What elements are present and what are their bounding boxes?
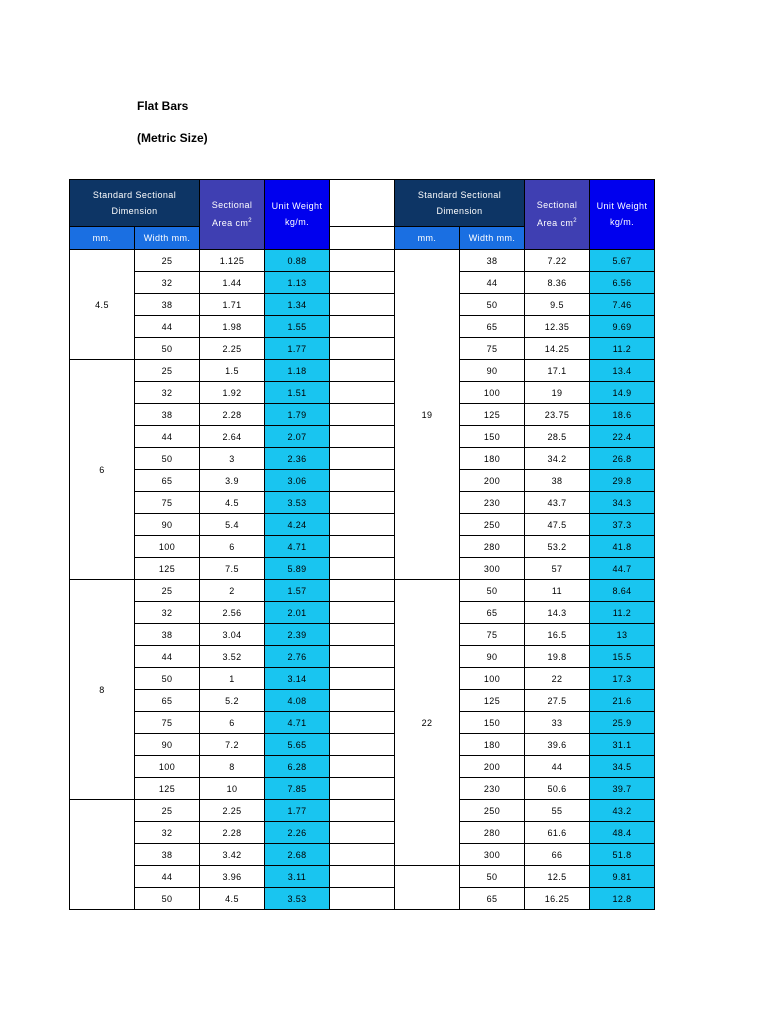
table-row (70, 712, 655, 734)
spacer-cell (330, 294, 395, 316)
spacer-cell (330, 866, 395, 888)
weight-cell: 14.9 (590, 382, 655, 404)
area-cell: 61.6 (525, 822, 590, 844)
table-row (70, 690, 655, 712)
spacer-cell (330, 514, 395, 536)
weight-cell: 4.08 (265, 690, 330, 712)
spacer-cell (330, 426, 395, 448)
weight-cell: 18.6 (590, 404, 655, 426)
spacer-cell (330, 690, 395, 712)
spacer-cell (330, 382, 395, 404)
area-cell: 27.5 (525, 690, 590, 712)
thickness-cell: 19 (395, 250, 460, 580)
thickness-cell (70, 800, 135, 910)
width-cell: 32 (135, 602, 200, 624)
weight-cell: 2.36 (265, 448, 330, 470)
width-cell: 280 (460, 536, 525, 558)
table-row (70, 668, 655, 690)
width-cell: 32 (135, 272, 200, 294)
width-cell: 300 (460, 558, 525, 580)
header-std-dim-left: Standard Sectional Dimension (70, 180, 200, 227)
table-row (70, 580, 655, 602)
weight-cell: 3.06 (265, 470, 330, 492)
weight-cell: 6.56 (590, 272, 655, 294)
weight-cell: 4.71 (265, 536, 330, 558)
area-cell: 7.5 (200, 558, 265, 580)
area-cell: 43.7 (525, 492, 590, 514)
table-row (70, 778, 655, 800)
spacer-cell (330, 448, 395, 470)
width-cell: 25 (135, 250, 200, 272)
thickness-cell: 6 (70, 360, 135, 580)
spacer-cell (330, 734, 395, 756)
area-cell: 1.71 (200, 294, 265, 316)
page-subtitle: (Metric Size) (137, 131, 208, 145)
weight-cell: 1.77 (265, 338, 330, 360)
table-row (70, 448, 655, 470)
spacer-cell (330, 404, 395, 426)
thickness-cell: 4.5 (70, 250, 135, 360)
spacer-cell (330, 624, 395, 646)
weight-cell: 37.3 (590, 514, 655, 536)
table-row (70, 756, 655, 778)
area-cell: 7.22 (525, 250, 590, 272)
header-mm-left: mm. (70, 227, 135, 250)
width-cell: 100 (460, 668, 525, 690)
area-cell: 50.6 (525, 778, 590, 800)
weight-cell: 44.7 (590, 558, 655, 580)
header-spacer (330, 227, 395, 250)
area-cell: 3.42 (200, 844, 265, 866)
width-cell: 75 (460, 624, 525, 646)
weight-cell: 6.28 (265, 756, 330, 778)
width-cell: 44 (135, 426, 200, 448)
header-width-right: Width mm. (460, 227, 525, 250)
width-cell: 32 (135, 382, 200, 404)
weight-cell: 1.79 (265, 404, 330, 426)
area-cell: 34.2 (525, 448, 590, 470)
weight-cell: 1.13 (265, 272, 330, 294)
spacer-cell (330, 316, 395, 338)
weight-cell: 41.8 (590, 536, 655, 558)
width-cell: 44 (135, 866, 200, 888)
area-cell: 66 (525, 844, 590, 866)
weight-cell: 1.55 (265, 316, 330, 338)
width-cell: 50 (460, 294, 525, 316)
table-row (70, 316, 655, 338)
width-cell: 150 (460, 426, 525, 448)
spacer-cell (330, 492, 395, 514)
width-cell: 150 (460, 712, 525, 734)
weight-cell: 5.67 (590, 250, 655, 272)
area-cell: 3.96 (200, 866, 265, 888)
area-cell: 10 (200, 778, 265, 800)
table-row (70, 294, 655, 316)
header-weight-right: Unit Weight kg/m. (590, 180, 655, 250)
table-row (70, 646, 655, 668)
width-cell: 75 (135, 492, 200, 514)
width-cell: 90 (460, 360, 525, 382)
width-cell: 44 (135, 316, 200, 338)
area-cell: 4.5 (200, 492, 265, 514)
table-row (70, 426, 655, 448)
spacer-cell (330, 250, 395, 272)
area-cell: 14.25 (525, 338, 590, 360)
weight-cell: 9.69 (590, 316, 655, 338)
weight-cell: 29.8 (590, 470, 655, 492)
area-cell: 1.125 (200, 250, 265, 272)
weight-cell: 3.14 (265, 668, 330, 690)
area-cell: 57 (525, 558, 590, 580)
width-cell: 32 (135, 822, 200, 844)
spacer-cell (330, 844, 395, 866)
area-cell: 5.4 (200, 514, 265, 536)
weight-cell: 39.7 (590, 778, 655, 800)
width-cell: 38 (135, 294, 200, 316)
width-cell: 125 (460, 690, 525, 712)
table-row (70, 734, 655, 756)
width-cell: 65 (460, 888, 525, 910)
spacer-cell (330, 668, 395, 690)
weight-cell: 51.8 (590, 844, 655, 866)
table-row (70, 514, 655, 536)
table-row (70, 866, 655, 888)
weight-cell: 9.81 (590, 866, 655, 888)
area-cell: 1.98 (200, 316, 265, 338)
page-title: Flat Bars (137, 99, 189, 113)
spacer-cell (330, 602, 395, 624)
header-mm-right: mm. (395, 227, 460, 250)
weight-cell: 5.89 (265, 558, 330, 580)
area-cell: 8 (200, 756, 265, 778)
table-row (70, 888, 655, 910)
weight-cell: 25.9 (590, 712, 655, 734)
weight-cell: 17.3 (590, 668, 655, 690)
area-cell: 4.5 (200, 888, 265, 910)
area-cell: 2.28 (200, 822, 265, 844)
spacer-cell (330, 800, 395, 822)
width-cell: 100 (135, 756, 200, 778)
weight-cell: 26.8 (590, 448, 655, 470)
area-cell: 2.64 (200, 426, 265, 448)
table-row (70, 272, 655, 294)
weight-cell: 11.2 (590, 602, 655, 624)
table-row (70, 492, 655, 514)
table-row (70, 404, 655, 426)
weight-cell: 8.64 (590, 580, 655, 602)
area-cell: 2.25 (200, 800, 265, 822)
area-cell: 39.6 (525, 734, 590, 756)
width-cell: 100 (460, 382, 525, 404)
thickness-cell: 22 (395, 580, 460, 866)
weight-cell: 4.71 (265, 712, 330, 734)
area-cell: 44 (525, 756, 590, 778)
width-cell: 300 (460, 844, 525, 866)
area-cell: 17.1 (525, 360, 590, 382)
width-cell: 38 (135, 624, 200, 646)
area-cell: 28.5 (525, 426, 590, 448)
weight-cell: 3.11 (265, 866, 330, 888)
weight-cell: 2.01 (265, 602, 330, 624)
weight-cell: 2.07 (265, 426, 330, 448)
area-cell: 2 (200, 580, 265, 602)
area-cell: 9.5 (525, 294, 590, 316)
width-cell: 90 (460, 646, 525, 668)
weight-cell: 3.53 (265, 492, 330, 514)
table-row (70, 382, 655, 404)
width-cell: 65 (460, 316, 525, 338)
area-cell: 2.28 (200, 404, 265, 426)
weight-cell: 7.85 (265, 778, 330, 800)
area-cell: 1.5 (200, 360, 265, 382)
weight-cell: 13 (590, 624, 655, 646)
weight-cell: 1.51 (265, 382, 330, 404)
header-spacer (330, 180, 395, 227)
table-row (70, 360, 655, 382)
table-row (70, 624, 655, 646)
flat-bars-table (69, 179, 655, 910)
width-cell: 90 (135, 514, 200, 536)
width-cell: 65 (460, 602, 525, 624)
spacer-cell (330, 888, 395, 910)
table-row (70, 470, 655, 492)
weight-cell: 0.88 (265, 250, 330, 272)
area-cell: 19 (525, 382, 590, 404)
area-cell: 55 (525, 800, 590, 822)
weight-cell: 12.8 (590, 888, 655, 910)
table-row (70, 800, 655, 822)
weight-cell: 48.4 (590, 822, 655, 844)
spacer-cell (330, 778, 395, 800)
area-cell: 1 (200, 668, 265, 690)
width-cell: 280 (460, 822, 525, 844)
area-cell: 16.25 (525, 888, 590, 910)
width-cell: 90 (135, 734, 200, 756)
width-cell: 200 (460, 470, 525, 492)
width-cell: 180 (460, 734, 525, 756)
width-cell: 250 (460, 800, 525, 822)
width-cell: 230 (460, 778, 525, 800)
width-cell: 100 (135, 536, 200, 558)
width-cell: 44 (460, 272, 525, 294)
width-cell: 50 (135, 888, 200, 910)
spacer-cell (330, 558, 395, 580)
weight-cell: 2.76 (265, 646, 330, 668)
weight-cell: 2.68 (265, 844, 330, 866)
area-cell: 1.44 (200, 272, 265, 294)
spacer-cell (330, 756, 395, 778)
table-row (70, 558, 655, 580)
area-cell: 2.25 (200, 338, 265, 360)
width-cell: 230 (460, 492, 525, 514)
width-cell: 50 (460, 580, 525, 602)
area-cell: 3.04 (200, 624, 265, 646)
area-cell: 12.5 (525, 866, 590, 888)
weight-cell: 1.34 (265, 294, 330, 316)
area-cell: 6 (200, 712, 265, 734)
header-width-left: Width mm. (135, 227, 200, 250)
area-cell: 3.52 (200, 646, 265, 668)
weight-cell: 7.46 (590, 294, 655, 316)
spacer-cell (330, 646, 395, 668)
width-cell: 25 (135, 580, 200, 602)
area-cell: 38 (525, 470, 590, 492)
weight-cell: 21.6 (590, 690, 655, 712)
width-cell: 50 (460, 866, 525, 888)
thickness-cell (395, 866, 460, 910)
table-row (70, 338, 655, 360)
spacer-cell (330, 712, 395, 734)
width-cell: 38 (460, 250, 525, 272)
weight-cell: 34.3 (590, 492, 655, 514)
width-cell: 38 (135, 404, 200, 426)
header-std-dim-right: Standard Sectional Dimension (395, 180, 525, 227)
width-cell: 50 (135, 668, 200, 690)
weight-cell: 31.1 (590, 734, 655, 756)
width-cell: 125 (135, 558, 200, 580)
table-row (70, 822, 655, 844)
area-cell: 12.35 (525, 316, 590, 338)
width-cell: 65 (135, 690, 200, 712)
area-cell: 7.2 (200, 734, 265, 756)
weight-cell: 34.5 (590, 756, 655, 778)
weight-cell: 43.2 (590, 800, 655, 822)
spacer-cell (330, 360, 395, 382)
area-cell: 22 (525, 668, 590, 690)
header-area-left: Sectional Area $cm^2$ (200, 180, 265, 250)
width-cell: 50 (135, 338, 200, 360)
spacer-cell (330, 470, 395, 492)
header-area-right: Sectional Area $cm^2$ (525, 180, 590, 250)
weight-cell: 2.26 (265, 822, 330, 844)
area-cell: 14.3 (525, 602, 590, 624)
area-cell: 11 (525, 580, 590, 602)
area-cell: 23.75 (525, 404, 590, 426)
width-cell: 75 (460, 338, 525, 360)
spacer-cell (330, 536, 395, 558)
weight-cell: 22.4 (590, 426, 655, 448)
area-cell: 19.8 (525, 646, 590, 668)
width-cell: 38 (135, 844, 200, 866)
spacer-cell (330, 822, 395, 844)
thickness-cell: 8 (70, 580, 135, 800)
table-row (70, 602, 655, 624)
width-cell: 75 (135, 712, 200, 734)
width-cell: 25 (135, 800, 200, 822)
width-cell: 65 (135, 470, 200, 492)
width-cell: 250 (460, 514, 525, 536)
weight-cell: 1.57 (265, 580, 330, 602)
spacer-cell (330, 272, 395, 294)
weight-cell: 13.4 (590, 360, 655, 382)
area-cell: 16.5 (525, 624, 590, 646)
table-row (70, 536, 655, 558)
area-cell: 3.9 (200, 470, 265, 492)
spacer-cell (330, 338, 395, 360)
width-cell: 25 (135, 360, 200, 382)
area-cell: 1.92 (200, 382, 265, 404)
weight-cell: 4.24 (265, 514, 330, 536)
area-cell: 8.36 (525, 272, 590, 294)
width-cell: 180 (460, 448, 525, 470)
area-cell: 6 (200, 536, 265, 558)
weight-cell: 3.53 (265, 888, 330, 910)
spacer-cell (330, 580, 395, 602)
width-cell: 50 (135, 448, 200, 470)
weight-cell: 15.5 (590, 646, 655, 668)
table-row (70, 250, 655, 272)
area-cell: 53.2 (525, 536, 590, 558)
weight-cell: 2.39 (265, 624, 330, 646)
weight-cell: 1.77 (265, 800, 330, 822)
width-cell: 44 (135, 646, 200, 668)
area-cell: 33 (525, 712, 590, 734)
table-row (70, 844, 655, 866)
header-weight-left: Unit Weight kg/m. (265, 180, 330, 250)
area-cell: 5.2 (200, 690, 265, 712)
width-cell: 125 (460, 404, 525, 426)
area-cell: 47.5 (525, 514, 590, 536)
area-cell: 2.56 (200, 602, 265, 624)
weight-cell: 1.18 (265, 360, 330, 382)
weight-cell: 5.65 (265, 734, 330, 756)
area-cell: 3 (200, 448, 265, 470)
width-cell: 200 (460, 756, 525, 778)
width-cell: 125 (135, 778, 200, 800)
weight-cell: 11.2 (590, 338, 655, 360)
